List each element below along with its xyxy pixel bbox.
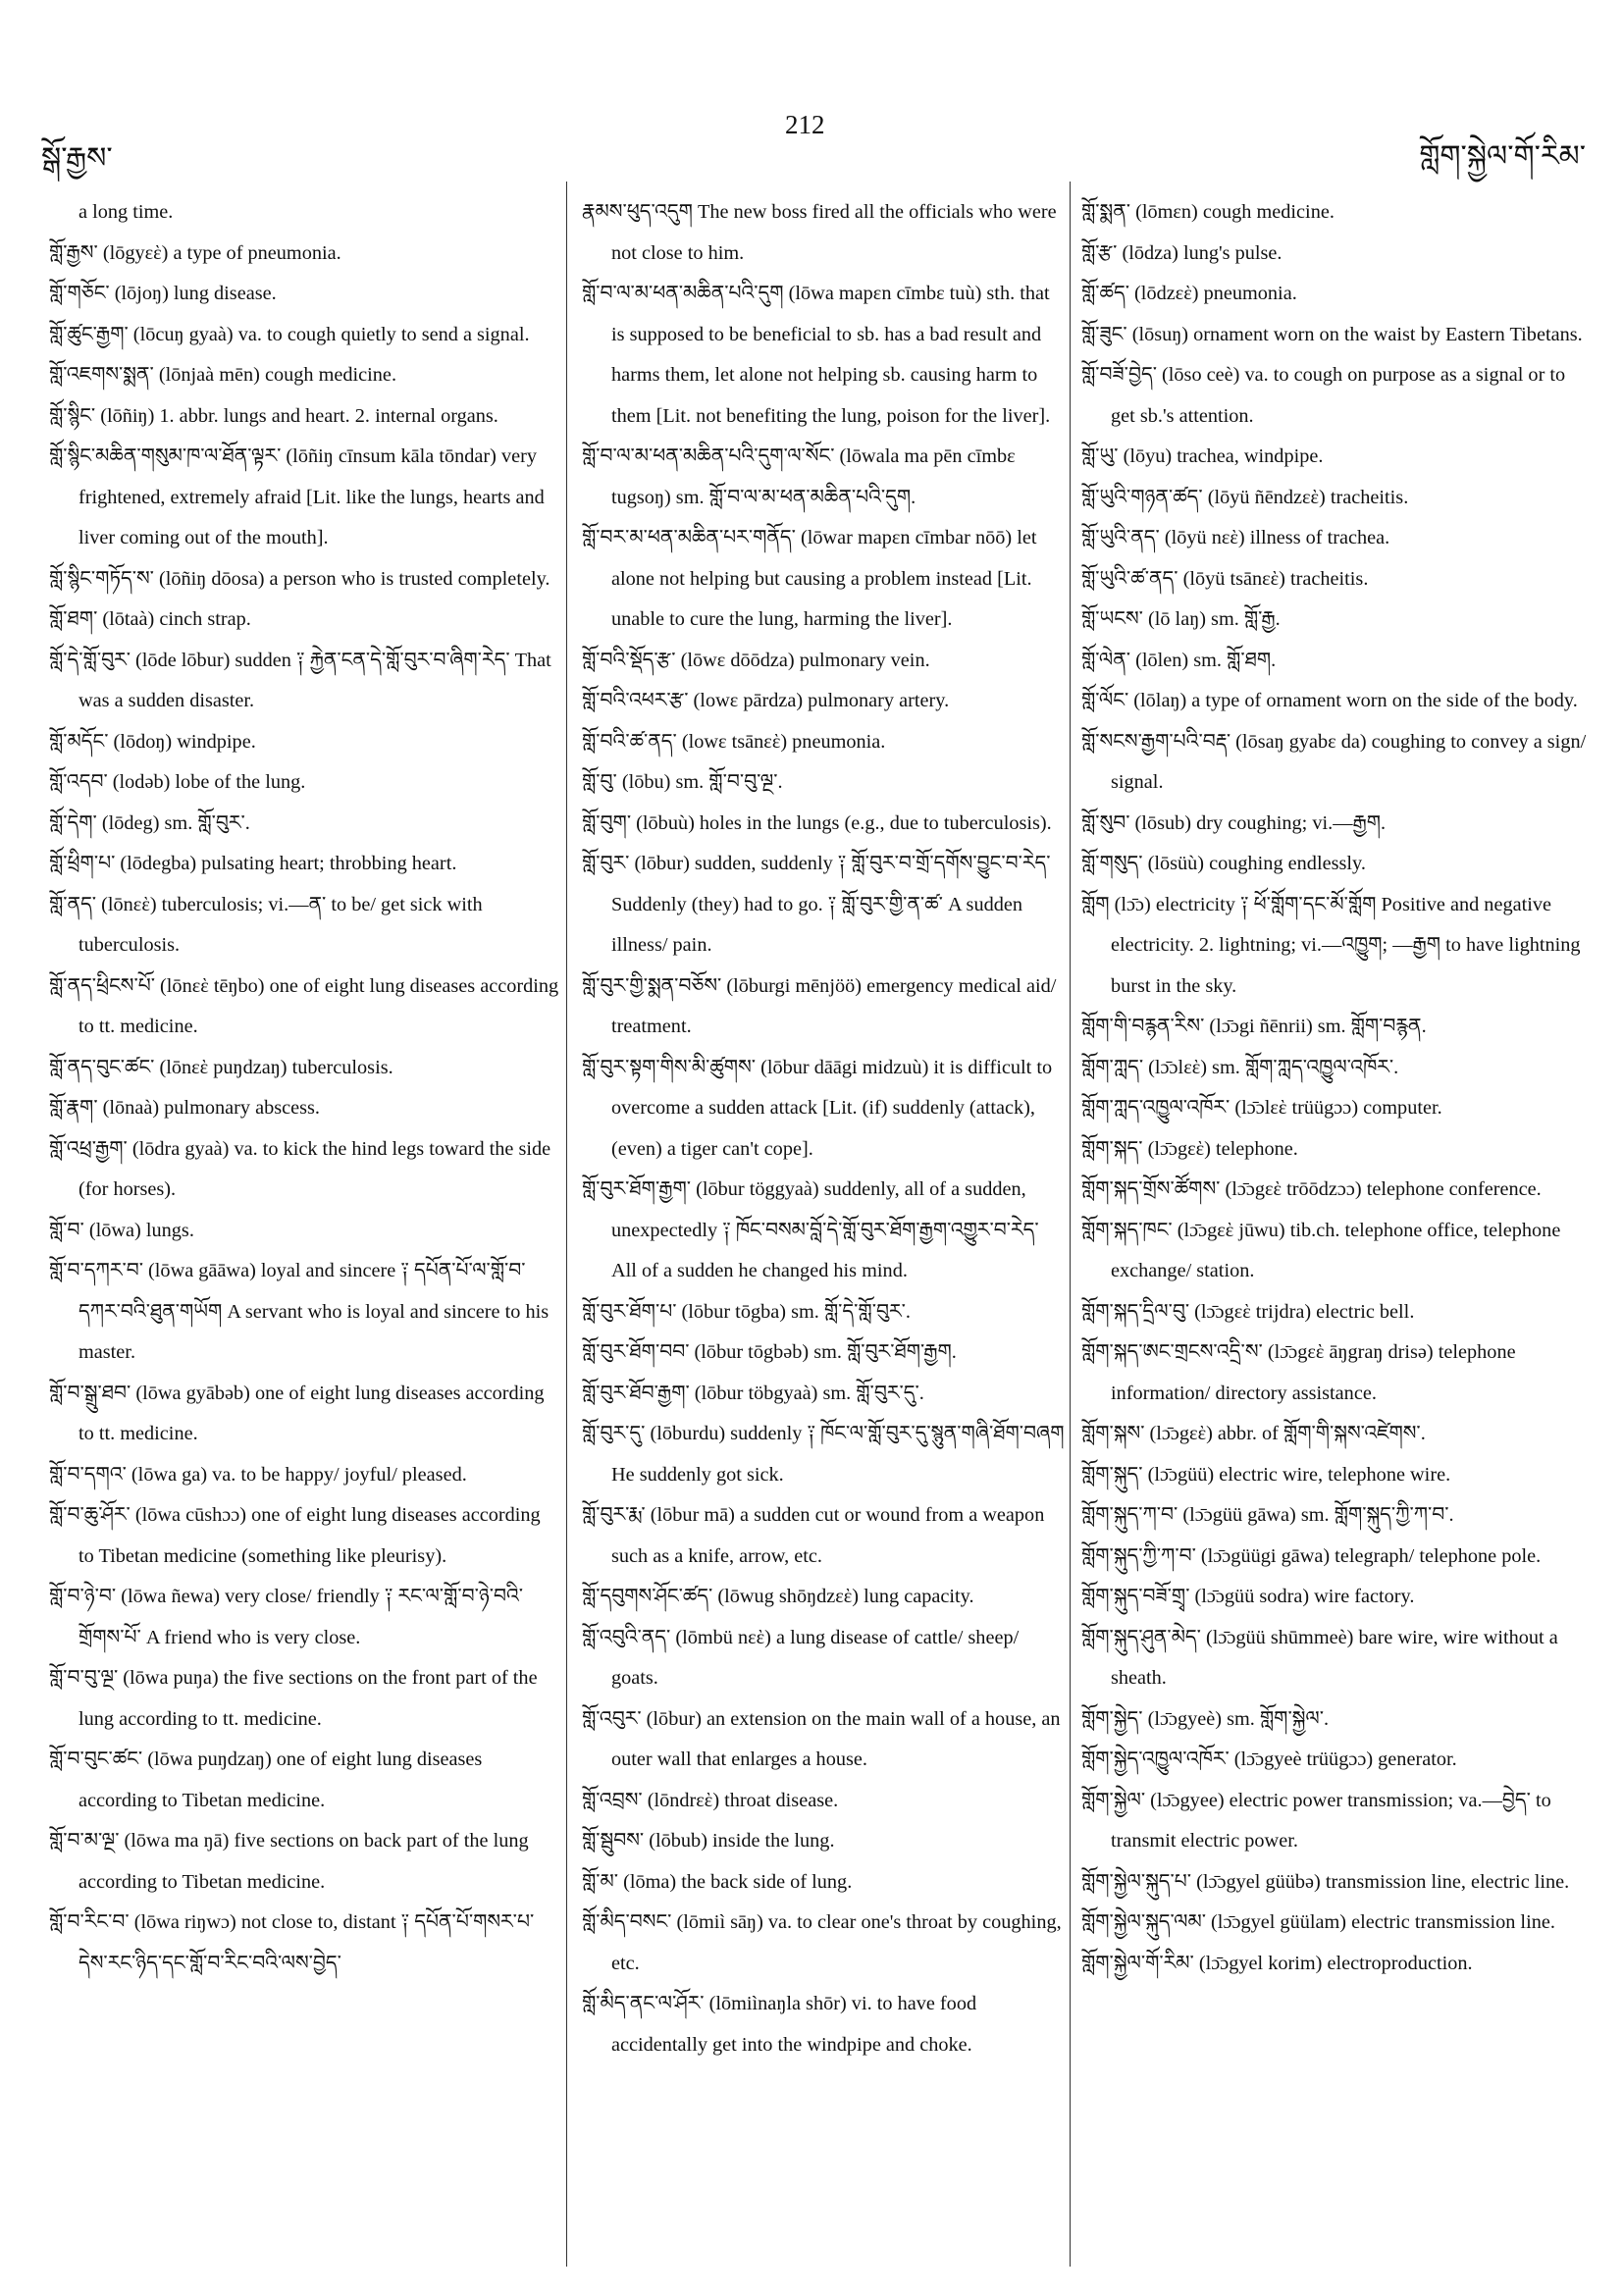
dictionary-entry: གློ་ཚད་ (lōdzεὲ) pneumonia. — [1081, 283, 1297, 304]
dictionary-entry: གློ་གསུད་ (lōsüù) coughing endlessly. — [1081, 853, 1366, 874]
dictionary-entry: རྣམས་ཕུད་འདུག The new boss fired all the officials who were not close to him. — [582, 201, 1057, 264]
dictionary-entry: གློ་ཡུའི་ནད་ (lōyü nεὲ) illness of trachea. — [1081, 527, 1390, 548]
dictionary-entry: གློ་སྙིང་ (lōñiŋ) 1. abbr. lungs and heart. 2. internal organs. — [49, 404, 498, 427]
dictionary-entry: གློ་བུར་ཐོབ་རྒྱག་ (lōbur töbgyaà) sm. གློ་བུར་དུ་. — [582, 1382, 924, 1404]
column-divider — [566, 182, 567, 2267]
dictionary-entry: གློ་འཕྲ་རྒྱག་ (lōdra gyaà) va. to kick the hind legs toward the side (for horses). — [49, 1137, 551, 1200]
dictionary-entry: གློག་སྐྱེལ་གོ་རིམ་ (lɔ̄ɔgyel korim) electroproduction. — [1081, 1952, 1473, 1974]
dictionary-entry: གློ་བར་མ་ཕན་མཆིན་པར་གནོད་ (lōwar mapεn cīmbar nōō) let alone not helping but causing a problem instead [Lit. unable to cure the lung, harming the liver]. — [582, 527, 1037, 630]
dictionary-entry: གློ་མདོང་ (lōdoŋ) windpipe. — [49, 730, 256, 753]
dictionary-entry: གློ་སྙིང་མཆིན་གསུམ་ཁ་ལ་ཐོན་ལྟར་ (lōñiŋ cīnsum kāla tōndar) very frightened, extremely afraid [Lit. like the lungs, hearts and liver coming out of the mouth]. — [49, 445, 545, 548]
dictionary-entry: གློག་སྐྱེལ་སྐུད་པ་ (lɔ̄ɔgyel güübə) transmission line, electric line. — [1081, 1870, 1570, 1893]
dictionary-entry: གློག (lɔ̄ɔ) electricity ༑ ཕོ་གློག་དང་མོ་གློག Positive and negative electricity. 2. lightning; vi.—འཁྱུག; —རྒྱག to have lightning burst in the sky. — [1081, 893, 1581, 997]
dictionary-entry: གློ་ཚུང་རྒྱག་ (lōcuŋ gyaà) va. to cough quietly to send a signal. — [49, 323, 530, 345]
dictionary-entry: གློ་རྩ་ (lōdza) lung's pulse. — [1081, 241, 1283, 264]
dictionary-entry: གློ་ཡངས་ (lō laŋ) sm. གློ་རྒྱ. — [1081, 608, 1281, 630]
dictionary-entry: གློ་བ་ (lōwa) lungs. — [49, 1219, 194, 1241]
dictionary-entry: གློ་དེ་གློ་བུར་ (lōde lōbur) sudden ༑ རྐྱེན་ངན་དེ་གློ་བུར་བ་ཞིག་རེད་ That was a sudden disaster. — [49, 649, 551, 711]
dictionary-entry: གློ་མིད་ནང་ལ་ཤོར་ (lōmiìnaŋla shōr) vi. to have food accidentally get into the windpipe and choke. — [582, 1993, 977, 2056]
dictionary-entry: གློག་སྐད་ (lɔ̄ɔgεὲ) telephone. — [1081, 1137, 1298, 1160]
dictionary-entry: གློ་ཡུའི་ཚ་ནད་ (lōyü tsānεὲ) tracheitis. — [1081, 567, 1369, 590]
page-number: 212 — [785, 110, 825, 139]
dictionary-entry: གློ་བ་ཆུ་ཤོར་ (lōwa cūshɔɔ) one of eight lung diseases according to Tibetan medicine (something like pleurisy). — [49, 1504, 541, 1567]
dictionary-entry: གློ་བུར་ཐོག་པ་ (lōbur tōgba) sm. གློ་དེ་གློ་བུར་. — [582, 1300, 911, 1323]
dictionary-entry: གློ་བ་ལ་མ་ཕན་མཆིན་པའི་དུག་ལ་སོང་ (lōwala ma pēn cīmbε tugsoŋ) sm. གློ་བ་ལ་མ་ཕན་མཆིན་པའི་དུག. — [582, 445, 1016, 508]
dictionary-entry: གློ་བཟོ་བྱེད་ (lōso ceè) va. to cough on purpose as a signal or to get sb.'s attention. — [1081, 364, 1566, 427]
column-divider — [1070, 182, 1071, 2267]
dictionary-entry: གློ་ནད་ (lōnεὲ) tuberculosis; vi.—ན་ to be/ get sick with tuberculosis. — [49, 893, 483, 956]
dictionary-entry: གློ་ཡུའི་གཉན་ཚད་ (lōyü ñēndzεὲ) tracheitis. — [1081, 486, 1409, 508]
dictionary-entry: གློ་སངས་རྒྱག་པའི་བརྡ་ (lōsaŋ gyabε da) coughing to convey a sign/ signal. — [1081, 730, 1587, 793]
dictionary-entry: གློག་སྐད་གྲོས་ཚོགས་ (lɔ̄ɔgεὲ trōōdzɔɔ) telephone conference. — [1081, 1178, 1542, 1200]
dictionary-entry: གློ་བ་ཉེ་བ་ (lōwa ñewa) very close/ friendly ༑ རང་ལ་གློ་བ་ཉེ་བའི་གྲོགས་པོ་ A friend who is very close. — [49, 1586, 523, 1648]
dictionary-entry: གློ་ལེན་ (lōlen) sm. གློ་ཐག. — [1081, 649, 1277, 671]
dictionary-entry: གློ་བ་བུང་ཚང་ (lōwa puŋdzaŋ) one of eight lung diseases according to Tibetan medicine. — [49, 1748, 483, 1811]
dictionary-entry: གློ་བུ་ (lōbu) sm. གློ་བ་བུ་ལྔ་. — [582, 771, 783, 793]
dictionary-entry: གློ་འབུར་ (lōbur) an extension on the main wall of a house, an outer wall that enlarges a house. — [582, 1707, 1061, 1770]
dictionary-entry: གློ་དབུགས་ཤོང་ཚད་ (lōwug shōŋdzεὲ) lung capacity. — [582, 1586, 974, 1607]
dictionary-entry: གློ་གཅོང་ (lōjoŋ) lung disease. — [49, 283, 277, 304]
dictionary-entry: གློ་ནད་ཕྲིངས་པོ་ (lōnεὲ tēŋbo) one of eight lung diseases according to tt. medicine. — [49, 974, 559, 1037]
dictionary-entry: གློ་མ་ (lōma) the back side of lung. — [582, 1870, 853, 1893]
header-right-guide-word: གློག་སྐྱེལ་གོ་རིམ་ — [1419, 140, 1586, 173]
dictionary-entry: གློ་བའི་སྡོད་རྩ་ (lōwε dōōdza) pulmonary vein. — [582, 649, 930, 671]
dictionary-entry: གློག་སྐད་ཨང་གྲངས་འདྲི་ས་ (lɔ̄ɔgεὲ āŋgraŋ drisə) telephone information/ directory assistance. — [1081, 1341, 1516, 1404]
dictionary-entry: གློག་སྐྱེལ་སྐུད་ལམ་ (lɔ̄ɔgyel güülam) electric transmission line. — [1081, 1911, 1555, 1933]
dictionary-entry: གློག་སྐྱེད་ (lɔ̄ɔgyeè) sm. གློག་སྐྱེལ་. — [1081, 1707, 1330, 1730]
dictionary-entry: གློག་སྐུད་བཟོ་གྲྭ་ (lɔ̄ɔgüü sodra) wire factory. — [1081, 1586, 1415, 1607]
header-left-guide-word: སྒོ་རྒྱས་ — [41, 142, 113, 175]
dictionary-entry: གློ་བུར་གྱི་སྨན་བཅོས་ (lōburgi mēnjöö) emergency medical aid/ treatment. — [582, 974, 1057, 1037]
dictionary-entry: གློ་བའི་ཚ་ནད་ (lowε tsānεὲ) pneumonia. — [582, 730, 886, 753]
dictionary-entry: གློག་སྐུད་ཀ་བ་ (lɔ̄ɔgüü gāwa) sm. གློག་སྐུད་ཀྱི་ཀ་བ་. — [1081, 1504, 1454, 1526]
dictionary-entry: གློ་བ་དཀར་བ་ (lōwa gāāwa) loyal and sincere ༑ དཔོན་པོ་ལ་གློ་བ་དཀར་བའི་ཐུན་གཡོག A servant who is loyal and sincere to his master. — [49, 1260, 550, 1363]
dictionary-entry: གློ་འབྲས་ (lōndrεὲ) throat disease. — [582, 1789, 839, 1811]
dictionary-entry: གློག་སྐུད་ཀྱི་ཀ་བ་ (lɔ̄ɔgüügi gāwa) telegraph/ telephone pole. — [1081, 1544, 1542, 1567]
dictionary-entry: གློ་བུར་དུ་ (lōburdu) suddenly ༑ ཁོང་ལ་གློ་བུར་དུ་སྙུན་གཞི་ཐོག་བཞག He suddenly got sick. — [582, 1423, 1065, 1486]
column-1 — [49, 192, 559, 1984]
dictionary-entry: གློ་བུར་རྨ་ (lōbur mā) a sudden cut or wound from a weapon such as a knife, arrow, etc. — [582, 1504, 1045, 1567]
dictionary-entry: གློ་མིད་བསང་ (lōmiì sāŋ) va. to clear one's throat by coughing, etc. — [582, 1911, 1062, 1974]
dictionary-entry: གློག་སྐུད་ (lɔ̄ɔgüü) electric wire, telephone wire. — [1081, 1463, 1451, 1486]
dictionary-entry: གློ་སྦུབས་ (lōbub) inside the lung. — [582, 1830, 835, 1852]
dictionary-entry: གློ་བ་དགའ་ (lōwa ga) va. to be happy/ joyful/ pleased. — [49, 1463, 467, 1486]
dictionary-entry: གློ་བུར་ཐོག་རྒྱག་ (lōbur töggyaà) suddenly, all of a sudden, unexpectedly ༑ ཁོང་བསམ་བློ་དེ་གློ་བུར་ཐོག་རྒྱག་འགྱུར་བ་རེད་ All of a sudden he changed his mind. — [582, 1178, 1039, 1281]
dictionary-entry: གློག་ཀླད་ (lɔ̄ɔlεὲ) sm. གློག་ཀླད་འཁྱུལ་འཁོར་. — [1081, 1056, 1399, 1078]
dictionary-entry: གློ་སྙིང་གཏོད་ས་ (lōñiŋ dōosa) a person who is trusted completely. — [49, 567, 550, 590]
dictionary-entry: གློ་སུབ་ (lōsub) dry coughing; vi.—རྒྱག. — [1081, 811, 1387, 834]
dictionary-entry: གློ་ཐག་ (lōtaà) cinch strap. — [49, 608, 251, 630]
column-3 — [1081, 192, 1590, 1984]
dictionary-entry: གློ་བ་མ་ལྔ་ (lōwa ma ŋā) five sections on back part of the lung according to Tibetan medicine. — [49, 1830, 529, 1893]
dictionary-entry: གློ་རྒྱས་ (lōgyεὲ) a type of pneumonia. — [49, 241, 341, 264]
dictionary-entry: གློག་སྐས་ (lɔ̄ɔgεὲ) abbr. of གློག་གི་སྐས་འཛེགས་. — [1081, 1423, 1426, 1444]
dictionary-entry: གློ་ཕྲིག་པ་ (lōdegba) pulsating heart; throbbing heart. — [49, 853, 457, 874]
dictionary-entry: གློག་སྐྱེད་འཁྱུལ་འཁོར་ (lɔ̄ɔgyeè trüügɔɔ) generator. — [1081, 1748, 1457, 1770]
dictionary-entry: གློ་རྣག་ (lōnaà) pulmonary abscess. — [49, 1097, 320, 1119]
dictionary-entry: གློག་སྐད་ཁང་ (lɔ̄ɔgεὲ jūwu) tib.ch. telephone office, telephone exchange/ station. — [1081, 1219, 1561, 1281]
dictionary-entry: གློ་འདབ་ (lodəb) lobe of the lung. — [49, 771, 306, 793]
dictionary-entry: གློག་ཀླད་འཁྱུལ་འཁོར་ (lɔ̄ɔlεὲ trüügɔɔ) computer. — [1081, 1097, 1442, 1119]
dictionary-entry: གློ་ནད་བུང་ཚང་ (lōnεὲ puŋdzaŋ) tuberculosis. — [49, 1056, 393, 1078]
dictionary-entry: གློ་དེག་ (lōdeg) sm. གློ་བུར་. — [49, 811, 250, 834]
dictionary-entry: གློ་བུར་ (lōbur) sudden, suddenly ༑ གློ་བུར་བ་གྲོ་དགོས་བྱུང་བ་རེད་ Suddenly (they) had to go. ༑ གློ་བུར་གྱི་ན་ཚ་ A sudden illness/ pain. — [582, 853, 1051, 956]
dictionary-entry: གློ་འཇགས་སྨན་ (lōnjaà mēn) cough medicine. — [49, 364, 397, 386]
dictionary-entry: a long time. — [79, 201, 174, 223]
dictionary-entry: གློ་བ་སྒྲུ་ཐབ་ (lōwa gyābəb) one of eight lung diseases according to tt. medicine. — [49, 1382, 545, 1444]
dictionary-entry: གློག་སྐྱེལ་ (lɔ̄ɔgyee) electric power transmission; va.—བྱེད་ to transmit electric power. — [1081, 1789, 1551, 1852]
dictionary-entry: གློ་བུག་ (lōbuù) holes in the lungs (e.g., due to tuberculosis). — [582, 811, 1052, 834]
dictionary-entry: གློ་ལོང་ (lōlaŋ) a type of ornament worn on the side of the body. — [1081, 690, 1578, 711]
dictionary-entry: གློ་བུར་སྟག་གིས་མི་ཚུགས་ (lōbur dāāgi midzuù) it is difficult to overcome a sudden attack [Lit. (if) suddenly (attack), (even) a tiger can't cope]. — [582, 1056, 1053, 1160]
dictionary-entry: གློ་བ་རིང་བ་ (lōwa riŋwɔ) not close to, distant ༑ དཔོན་པོ་གསར་པ་དེས་རང་ཉིད་དང་གློ་བ་རིང་བའི་ལས་བྱེད་ — [49, 1911, 535, 1974]
dictionary-entry: གློ་བའི་འཕར་རྩ་ (lowε pārdza) pulmonary artery. — [582, 690, 950, 711]
dictionary-entry: གློག་གི་བརྙན་རིས་ (lɔ̄ɔgi ñēnrii) sm. གློག་བརྙན. — [1081, 1016, 1427, 1037]
dictionary-entry: གློ་ཟུང་ (lōsuŋ) ornament worn on the waist by Eastern Tibetans. — [1081, 323, 1583, 345]
dictionary-entry: གློག་སྐུད་ཤུན་མེད་ (lɔ̄ɔgüü shūmmeè) bare wire, wire without a sheath. — [1081, 1626, 1558, 1689]
dictionary-entry: གློག་སྐད་དྲིལ་བུ་ (lɔ̄ɔgεὲ trijdra) electric bell. — [1081, 1300, 1415, 1323]
dictionary-entry: གློ་བ་བུ་ལྔ་ (lōwa puŋa) the five sections on the front part of the lung according to tt. medicine. — [49, 1667, 538, 1730]
dictionary-entry: གློ་བ་ལ་མ་ཕན་མཆིན་པའི་དུག (lōwa mapεn cīmbε tuù) sth. that is supposed to be beneficial to sb. has a bad result and harms them, let alone not helping sb. causing harm to them [Lit. not benefiting the lung, poison for the liver]. — [582, 283, 1051, 427]
dictionary-entry: གློ་བུར་ཐོག་བབ་ (lōbur tōgbəb) sm. གློ་བུར་ཐོག་རྒྱག. — [582, 1341, 957, 1363]
dictionary-entry: གློ་སྨན་ (lōmεn) cough medicine. — [1081, 201, 1335, 223]
dictionary-entry: གློ་ཡུ་ (lōyu) trachea, windpipe. — [1081, 445, 1324, 467]
dictionary-entry: གློ་འབུའི་ནད་ (lōmbü nεὲ) a lung disease of cattle/ sheep/ goats. — [582, 1626, 1020, 1689]
column-2 — [582, 192, 1068, 2065]
